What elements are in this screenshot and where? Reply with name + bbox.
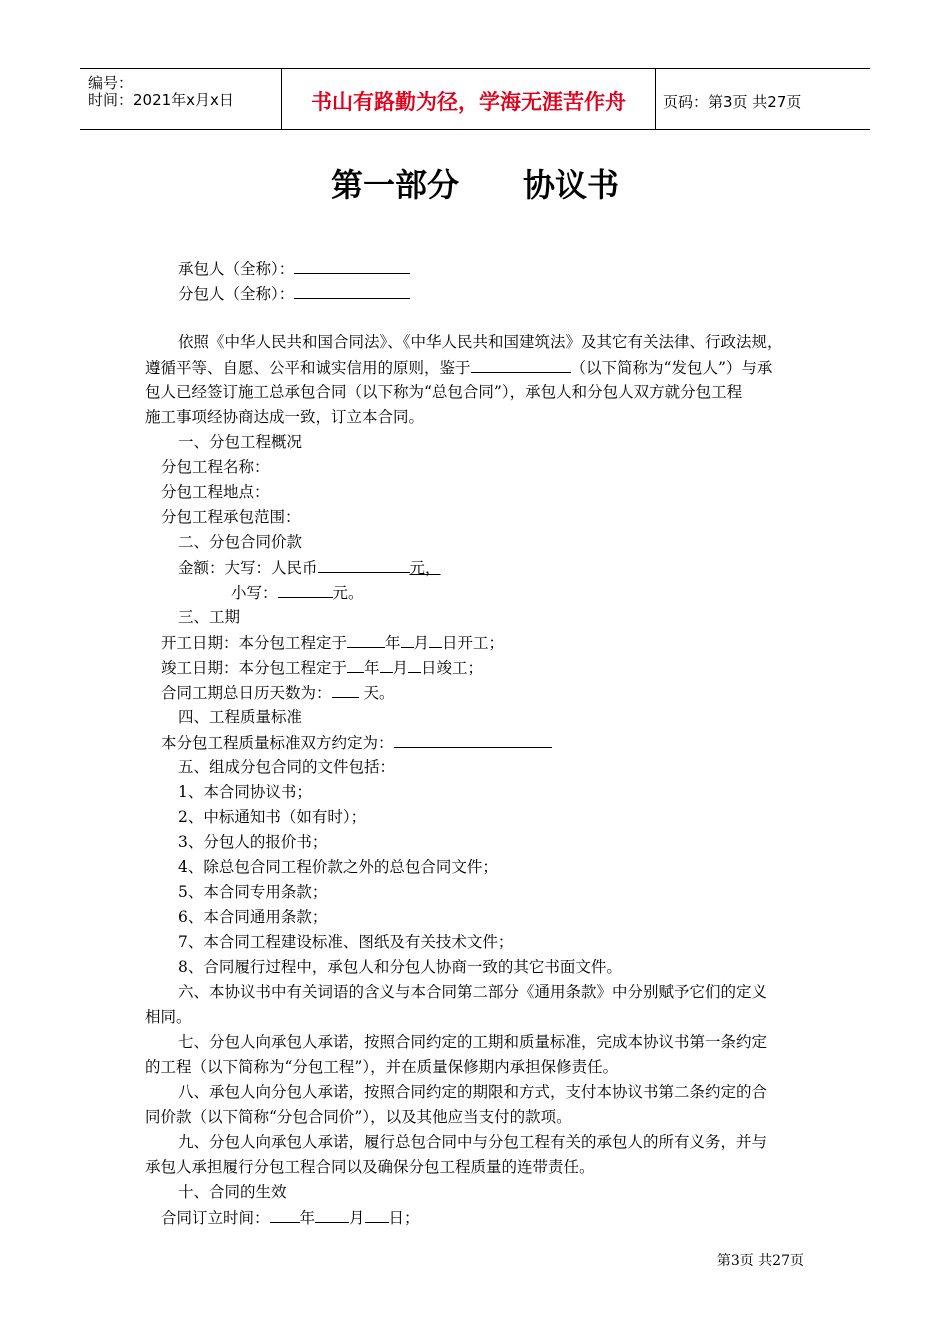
s1-heading: 一、分包工程概况 — [178, 433, 303, 451]
s2-small-label: 小写： — [231, 584, 278, 602]
subcontractor-label: 分包人（全称）： — [178, 285, 295, 303]
s2-small-line — [231, 582, 364, 603]
subcontractor-line — [178, 283, 410, 304]
header-page-info: 页码：第3页 共27页 — [663, 93, 802, 111]
intro-line-2a: 遵循平等、自愿、公平和诚实信用的原则，鉴于 — [145, 359, 471, 377]
s10-date-line — [161, 1207, 420, 1228]
s3-start-c: 月 — [413, 634, 430, 652]
s7-line-1: 七、分包人向承包人承诺，按照合同约定的工期和质量标准，完成本协议书第一条约定 — [178, 1033, 768, 1051]
s3-end-b: 年 — [364, 659, 380, 677]
quality-standard-blank — [394, 732, 552, 748]
employer-blank — [471, 357, 571, 373]
s8-line-1: 八、承包人向分包人承诺，按照合同约定的期限和方式，支付本协议书第二条约定的合 — [178, 1083, 768, 1101]
contractor-blank — [294, 258, 410, 274]
sign-day-blank — [365, 1207, 389, 1223]
contractor-label: 承包人（全称）： — [178, 260, 295, 278]
intro-line-2 — [145, 357, 772, 378]
start-year-blank — [347, 632, 385, 648]
s2-yuan-end: 元。 — [332, 584, 364, 602]
start-month-blank — [401, 632, 414, 648]
header-serial: 编号： — [88, 74, 134, 92]
s2-amount-label: 金额：大写：人民币 — [178, 559, 318, 577]
s10-date-a: 合同订立时间： — [161, 1209, 270, 1227]
s3-days-b: 天。 — [358, 684, 395, 702]
s10-date-c: 月 — [349, 1209, 365, 1227]
header-divider-2 — [655, 68, 656, 129]
s5-item: 3、分包人的报价书； — [178, 833, 328, 851]
contractor-line — [178, 258, 410, 279]
intro-line-1: 依照《中华人民共和国合同法》、《中华人民共和国建筑法》及其它有关法律、行政法规， — [178, 333, 783, 351]
page-footer: 第3页 共27页 — [716, 1253, 804, 1269]
subcontractor-blank — [294, 283, 410, 299]
s4-standard-label: 本分包工程质量标准双方约定为： — [161, 734, 394, 752]
s6-line-1: 六、本协议书中有关词语的含义与本合同第二部分《通用条款》中分别赋予它们的定义 — [178, 983, 768, 1001]
amount-digits-blank — [278, 582, 333, 598]
s5-item: 1、本合同协议书； — [178, 783, 312, 801]
page-title: 第一部分 协议书 — [330, 166, 619, 204]
s5-item: 5、本合同专用条款； — [178, 883, 328, 901]
header-top-rule — [80, 68, 870, 69]
s4-heading: 四、工程质量标准 — [178, 708, 303, 726]
s3-days-line — [161, 682, 394, 703]
end-day-blank — [408, 657, 421, 673]
s10-heading: 十、合同的生效 — [178, 1183, 287, 1201]
s6-line-2: 相同。 — [145, 1008, 192, 1026]
s3-days-a: 合同工期总日历天数为： — [161, 684, 332, 702]
s9-line-1: 九、分包人向承包人承诺，履行总包合同中与分包工程有关的承包人的所有义务，并与 — [178, 1133, 768, 1151]
s1-scope: 分包工程承包范围： — [161, 508, 301, 526]
s3-end-line — [161, 657, 483, 678]
s3-end-d: 日竣工； — [421, 659, 484, 677]
s3-end-c: 月 — [392, 659, 409, 677]
s1-name: 分包工程名称： — [161, 458, 270, 476]
s3-start-d: 日开工； — [442, 634, 505, 652]
s5-heading: 五、组成分包合同的文件包括： — [178, 758, 396, 776]
sign-year-blank — [270, 1207, 300, 1223]
s2-heading: 二、分包合同价款 — [178, 533, 303, 551]
amount-words-blank — [318, 557, 410, 573]
intro-line-3: 包人已经签订施工总承包合同（以下称为“总包合同”），承包人和分包人双方就分包工程 — [145, 383, 743, 401]
s3-heading: 三、工期 — [178, 608, 241, 626]
s3-start-a: 开工日期：本分包工程定于 — [161, 634, 348, 652]
s3-start-line — [161, 632, 504, 653]
s3-start-b: 年 — [385, 634, 401, 652]
s5-item: 8、合同履行过程中，承包人和分包人协商一致的其它书面文件。 — [178, 958, 622, 976]
s2-yuan-comma: 元， — [409, 559, 441, 577]
start-day-blank — [429, 632, 442, 648]
s10-date-b: 年 — [299, 1209, 316, 1227]
end-month-blank — [380, 657, 393, 673]
sign-month-blank — [315, 1207, 349, 1223]
end-year-blank — [347, 657, 364, 673]
s7-line-2: 的工程（以下简称为“分包工程”），并在质量保修期内承担保修责任。 — [145, 1058, 619, 1076]
header-bottom-rule — [80, 129, 870, 130]
s5-item: 6、本合同通用条款； — [178, 908, 328, 926]
s2-amount-line — [178, 557, 441, 578]
s5-item: 7、本合同工程建设标准、图纸及有关技术文件； — [178, 933, 514, 951]
s9-line-2: 承包人承担履行分包工程合同以及确保分包工程质量的连带责任。 — [145, 1158, 595, 1176]
s10-date-d: 日； — [388, 1209, 420, 1227]
s5-item: 2、中标通知书（如有时）； — [178, 808, 367, 826]
header-time: 时间：2021年x月x日 — [88, 91, 234, 109]
header-motto: 书山有路勤为径，学海无涯苦作舟 — [311, 90, 626, 114]
s4-standard-line — [161, 732, 552, 753]
intro-line-4: 施工事项经协商达成一致，订立本合同。 — [145, 408, 425, 426]
days-blank — [332, 682, 359, 698]
s3-end-a: 竣工日期：本分包工程定于 — [161, 659, 348, 677]
s1-location: 分包工程地点： — [161, 483, 270, 501]
s8-line-2: 同价款（以下简称“分包合同价”），以及其他应当支付的款项。 — [145, 1108, 572, 1126]
s5-item: 4、除总包合同工程价款之外的总包合同文件； — [178, 858, 498, 876]
intro-line-2b: （以下简称为“发包人”）与承 — [570, 359, 773, 377]
